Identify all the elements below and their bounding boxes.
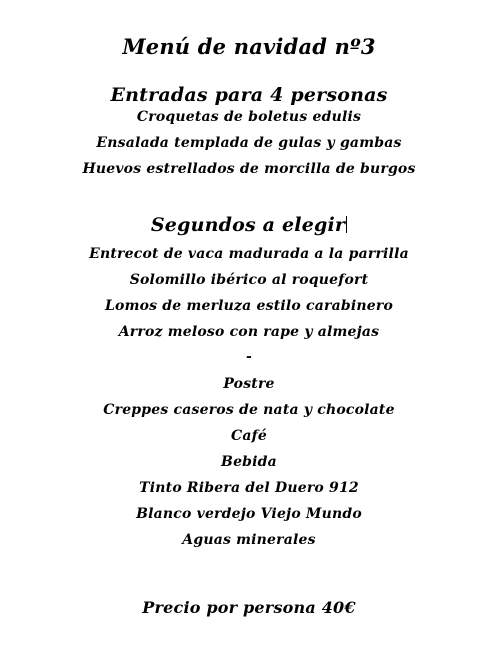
text-cursor [346, 216, 347, 233]
segundo-item: Entrecot de vaca madurada a la parrilla [89, 246, 409, 262]
segundo-item: Arroz meloso con rape y almejas [118, 324, 380, 340]
bebida-item: Aguas minerales [182, 532, 316, 548]
entradas-heading: Entradas para 4 personas [110, 84, 388, 106]
cafe-label: Café [231, 428, 267, 444]
segundos-heading-line [0, 214, 498, 236]
price-line: Precio por persona 40€ [142, 598, 356, 617]
menu-title: Menú de navidad nº3 [122, 34, 376, 59]
segundos-heading: Segundos a elegir [150, 214, 346, 236]
entrada-item: Ensalada templada de gulas y gambas [96, 135, 402, 151]
postre-item: Creppes caseros de nata y chocolate [103, 402, 395, 418]
entrada-item: Huevos estrellados de morcilla de burgos [82, 161, 416, 177]
segundo-item: Lomos de merluza estilo carabinero [104, 298, 393, 314]
segundo-item: Solomillo ibérico al roquefort [129, 272, 369, 288]
postre-heading: Postre [223, 376, 275, 392]
separator: - [245, 349, 252, 365]
bebida-item: Tinto Ribera del Duero 912 [139, 480, 359, 496]
bebida-heading: Bebida [221, 454, 277, 470]
bebida-item: Blanco verdejo Viejo Mundo [136, 506, 362, 522]
entrada-item: Croquetas de boletus edulis [136, 109, 362, 125]
